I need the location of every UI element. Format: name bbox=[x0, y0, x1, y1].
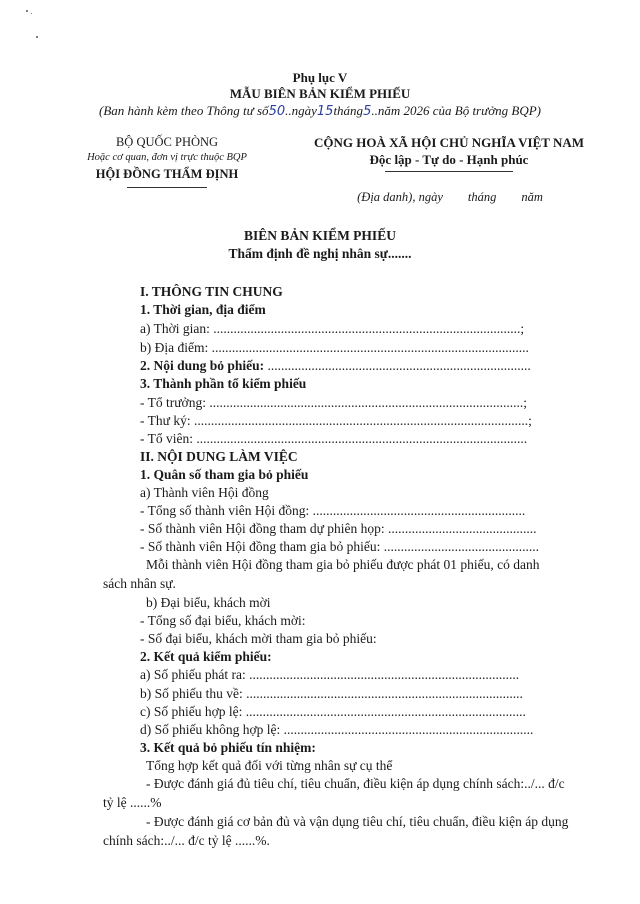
circular-number: 50 bbox=[268, 104, 286, 119]
body-text-line bbox=[140, 358, 590, 374]
place-date: (Địa danh), ngày tháng năm bbox=[357, 190, 543, 204]
issued-suffix: ..năm 2026 của Bộ trưởng BQP) bbox=[371, 103, 541, 118]
body-text-line: - Số thành viên Hội đồng tham gia bỏ phiếu: .............................................. bbox=[140, 539, 539, 554]
body-text-line: - Số thành viên Hội đồng tham dự phiên họp: ............................................ bbox=[140, 521, 537, 536]
country-name: CỘNG HOÀ XÃ HỘI CHỦ NGHĨA VIỆT NAM bbox=[313, 135, 585, 150]
appendix-label: Phụ lục V bbox=[292, 70, 348, 85]
section-heading: 2. Kết quả kiểm phiếu: bbox=[140, 649, 272, 664]
body-text-line: - Thư ký: ...................................................................................................; bbox=[140, 413, 532, 428]
section-heading: 1. Thời gian, địa điểm bbox=[140, 302, 266, 317]
section-heading: 1. Quân số tham gia bỏ phiếu bbox=[140, 467, 309, 482]
issued-ngay: ..ngày bbox=[285, 103, 317, 118]
issued-month: 5 bbox=[363, 104, 372, 119]
body-text-line: Tổng hợp kết quả đối với từng nhân sự cụ thể bbox=[146, 758, 393, 773]
body-text-line: chính sách:../... đ/c tỷ lệ ......%. bbox=[103, 833, 270, 848]
issued-by-line bbox=[0, 103, 640, 119]
left-underline bbox=[127, 187, 207, 188]
body-text-line: - Số đại biểu, khách mời tham gia bỏ phiếu: bbox=[140, 631, 377, 646]
body-text-line: tỷ lệ ......% bbox=[103, 795, 162, 810]
body-text-line: - Tổ viên: .................................................................................................. bbox=[140, 431, 528, 446]
issued-thang: tháng bbox=[333, 103, 364, 118]
body-text-line: - Tổng số đại biểu, khách mời: bbox=[140, 613, 306, 628]
body-text-line: a) Thành viên Hội đồng bbox=[140, 485, 269, 500]
scan-speck bbox=[26, 10, 28, 12]
body-text-line: - Tổ trưởng: .............................................................................................; bbox=[140, 395, 527, 410]
scan-speck bbox=[36, 36, 38, 38]
dotted-fill: .............................................................................. bbox=[264, 358, 531, 373]
section-heading: II. NỘI DUNG LÀM VIỆC bbox=[140, 449, 298, 464]
body-text-line: b) Đại biểu, khách mời bbox=[146, 595, 271, 610]
issued-day: 15 bbox=[316, 104, 334, 119]
unit-note: Hoặc cơ quan, đơn vị trực thuộc BQP bbox=[87, 152, 247, 163]
doc-subtitle: Thẩm định đề nghị nhân sự....... bbox=[228, 246, 412, 261]
body-text-line: sách nhân sự. bbox=[103, 576, 176, 591]
national-motto: Độc lập - Tự do - Hạnh phúc bbox=[369, 152, 529, 167]
section-heading: 3. Thành phần tổ kiểm phiếu bbox=[140, 376, 307, 391]
council-name: HỘI ĐỒNG THẨM ĐỊNH bbox=[95, 167, 239, 181]
body-text-line: b) Số phiếu thu về: .................................................................................. bbox=[140, 686, 523, 701]
scan-speck bbox=[31, 13, 32, 14]
body-text-line: - Được đánh giá cơ bản đủ và vận dụng tiêu chí, tiêu chuẩn, điều kiện áp dụng bbox=[146, 814, 569, 829]
right-underline bbox=[385, 171, 513, 172]
section-heading: 2. Nội dung bỏ phiếu: bbox=[140, 358, 265, 373]
section-heading: I. THÔNG TIN CHUNG bbox=[140, 284, 283, 299]
ministry-name: BỘ QUỐC PHÒNG bbox=[115, 135, 219, 149]
body-text-line: Mỗi thành viên Hội đồng tham gia bỏ phiếu được phát 01 phiếu, có danh bbox=[146, 557, 540, 572]
body-text-line: a) Số phiếu phát ra: ................................................................................ bbox=[140, 667, 520, 682]
body-text-line: a) Thời gian: ...........................................................................................; bbox=[140, 321, 525, 336]
body-text-line: b) Địa điểm: .............................................................................................. bbox=[140, 340, 529, 355]
body-text-line: - Được đánh giá đủ tiêu chí, tiêu chuẩn, điều kiện áp dụng chính sách:../... đ/c bbox=[146, 776, 565, 791]
body-text-line: d) Số phiếu không hợp lệ: .......................................................................... bbox=[140, 722, 534, 737]
form-title: MẪU BIÊN BẢN KIỂM PHIẾU bbox=[229, 86, 411, 101]
section-heading: 3. Kết quả bỏ phiếu tín nhiệm: bbox=[140, 740, 316, 755]
body-text-line: - Tổng số thành viên Hội đồng: ............................................................... bbox=[140, 503, 526, 518]
doc-title: BIÊN BẢN KIỂM PHIẾU bbox=[244, 228, 396, 243]
body-text-line: c) Số phiếu hợp lệ: ................................................................................... bbox=[140, 704, 526, 719]
issued-prefix: (Ban hành kèm theo Thông tư số bbox=[98, 103, 269, 118]
